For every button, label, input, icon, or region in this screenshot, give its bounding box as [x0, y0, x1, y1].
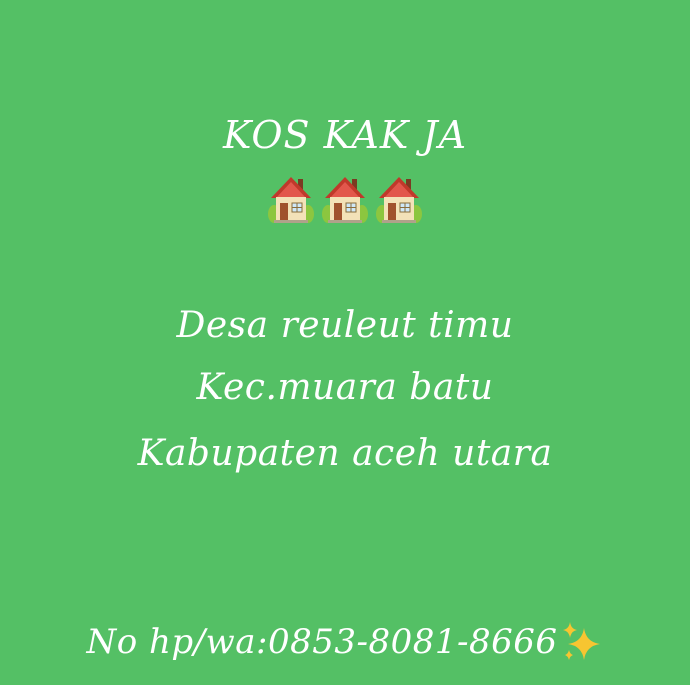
sparkles-icon	[560, 620, 604, 664]
house-icon	[322, 174, 368, 224]
house-icon	[376, 174, 422, 224]
house-icons	[0, 174, 690, 224]
title: KOS KAK JA	[222, 113, 468, 157]
contact-phone: No hp/wa:0853-8081-8666	[86, 622, 558, 662]
address-district: Kec.muara batu	[196, 367, 494, 408]
address-village: Desa reuleut timu	[176, 305, 514, 346]
contact-line	[0, 620, 690, 664]
address-regency: Kabupaten aceh utara	[137, 433, 553, 474]
house-icon	[268, 174, 314, 224]
